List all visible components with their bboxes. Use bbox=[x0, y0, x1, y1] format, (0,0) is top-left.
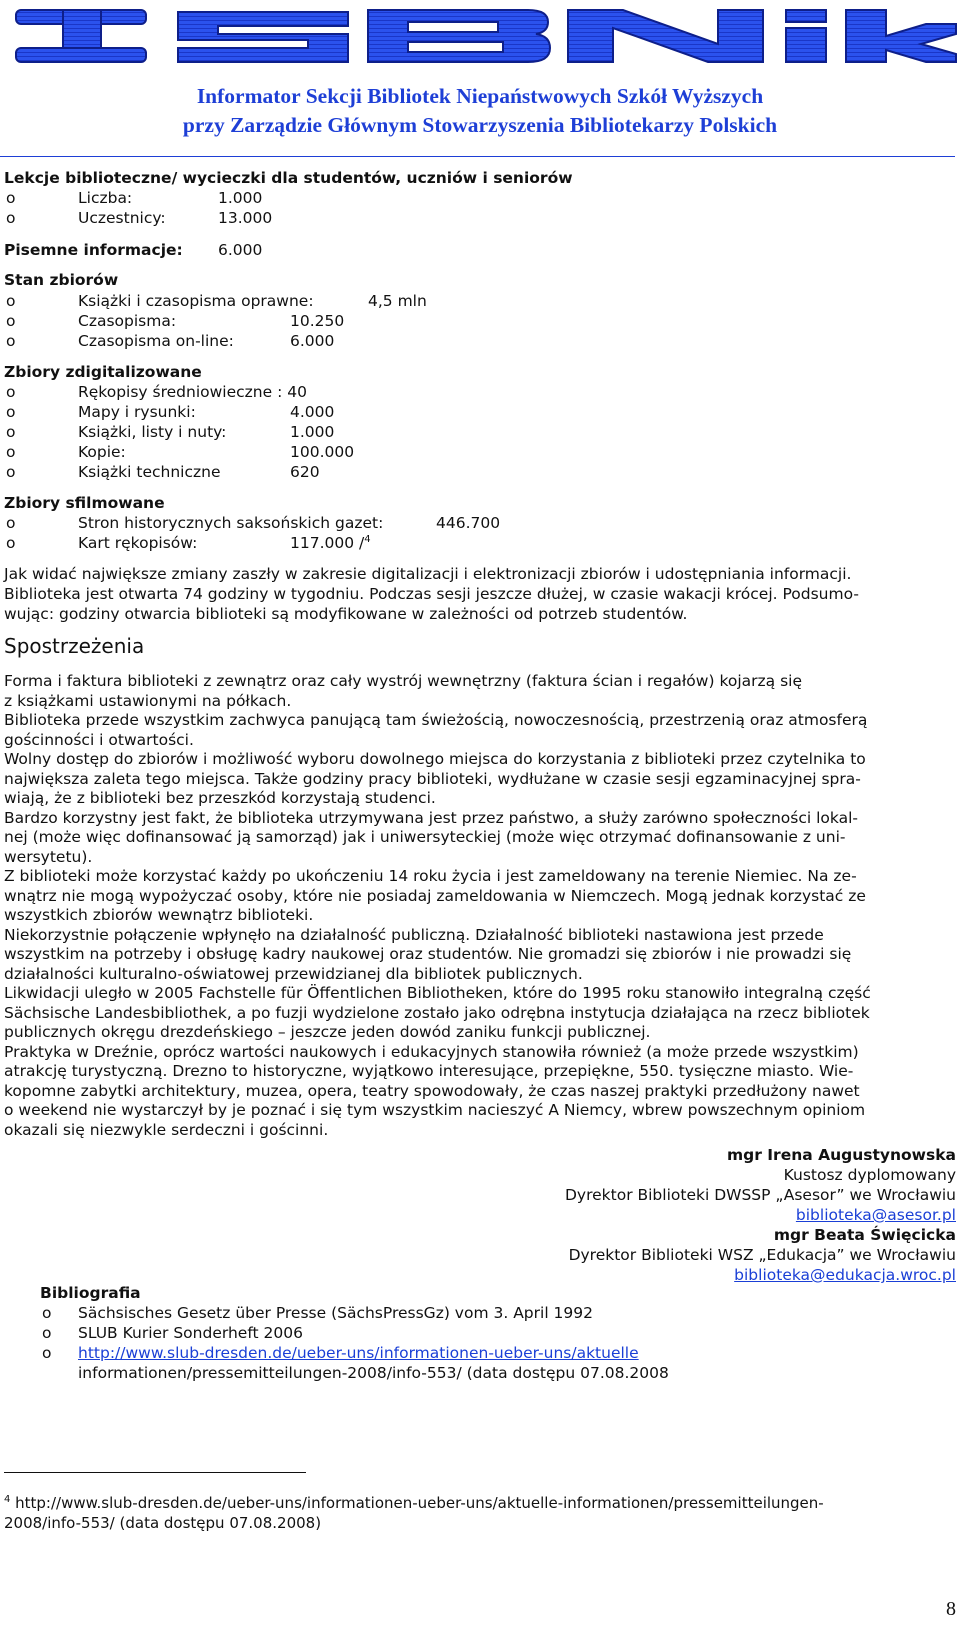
page-number: 8 bbox=[946, 1598, 956, 1620]
film-label: Kart rękopisów: bbox=[78, 534, 198, 552]
footnote-divider bbox=[4, 1472, 306, 1473]
collections-value: 4,5 mln bbox=[368, 292, 427, 310]
observation-line: Likwidacji uległo w 2005 Fachstelle für Öffentlichen Bibliotheken, które do 1995 roku stanowiło integralną część bbox=[4, 984, 871, 1002]
email-link-1[interactable]: biblioteka@asesor.pl bbox=[795, 1206, 956, 1224]
film-value bbox=[290, 533, 371, 553]
observation-line: Biblioteka przede wszystkim zachwyca panującą tam świeżością, nowoczesnością, przestrzenią oraz atmosferą bbox=[4, 711, 868, 729]
digital-value: 100.000 bbox=[290, 443, 355, 461]
footnote-mark: 4 bbox=[4, 1494, 11, 1505]
bullet: o bbox=[42, 1304, 52, 1322]
observation-line: Wolny dostęp do zbiorów i możliwość wyboru dowolnego miejsca do korzystania z biblioteki przez czytelnika to bbox=[4, 750, 866, 768]
summary-line: Biblioteka jest otwarta 74 godziny w tygodniu. Podczas sesji jeszcze dłużej, w czasie wakacji krócej. Podsumo- bbox=[4, 585, 859, 603]
signature-title-1: Kustosz dyplomowany bbox=[783, 1166, 956, 1184]
summary-line: wując: godziny otwarcia biblioteki są modyfikowane w zależności od potrzeb studentów. bbox=[4, 605, 688, 623]
collections-label: Czasopisma: bbox=[78, 312, 177, 330]
footnote-line-2: 2008/info-553/ (data dostępu 07.08.2008) bbox=[4, 1514, 322, 1532]
observation-line: wersytetu). bbox=[4, 847, 93, 866]
bullet: o bbox=[6, 463, 16, 481]
collections-label: Książki i czasopisma oprawne: bbox=[78, 292, 314, 310]
observation-line: działalności kulturalno-oświatowej przewidzianej dla bibliotek publicznych. bbox=[4, 964, 583, 983]
bullet: o bbox=[6, 332, 16, 350]
digital-label: Kopie: bbox=[78, 443, 126, 461]
observation-line: z książkami ustawionymi na półkach. bbox=[4, 691, 292, 710]
bullet: o bbox=[6, 534, 16, 552]
observation-line: gościnności i otwartości. bbox=[4, 730, 194, 749]
bullet: o bbox=[6, 514, 16, 532]
observation-line: kopomne zabytki architektury, muzea, opera, teatry spowodowały, że czas naszej praktyki przedłużony nawet bbox=[4, 1081, 860, 1100]
bibliography-item: Sächsisches Gesetz über Presse (SächsPressGz) vom 3. April 1992 bbox=[78, 1304, 593, 1322]
signature-name-1: mgr Irena Augustynowska bbox=[727, 1146, 956, 1164]
film-value-text: 117.000 / bbox=[290, 534, 365, 552]
bullet: o bbox=[6, 423, 16, 441]
observation-line: Niekorzystnie połączenie wpłynęło na działalność publiczną. Działalność biblioteki nastawiona jest przede bbox=[4, 925, 824, 944]
footnote-line-1 bbox=[4, 1493, 824, 1513]
lessons-heading: Lekcje biblioteczne/ wycieczki dla studentów, uczniów i seniorów bbox=[4, 169, 573, 187]
collections-label: Czasopisma on-line: bbox=[78, 332, 234, 350]
bullet: o bbox=[6, 403, 16, 421]
digital-heading: Zbiory zdigitalizowane bbox=[4, 363, 202, 381]
header-divider bbox=[0, 156, 955, 157]
footnote-text: http://www.slub-dresden.de/ueber-uns/informationen-ueber-uns/aktuelle-informationen/pressemitteilungen- bbox=[10, 1494, 824, 1512]
observation-line: okazali się niezwykle serdeczni i gościnni. bbox=[4, 1120, 329, 1139]
film-value: 446.700 bbox=[436, 514, 501, 532]
observation-line: wiają, że z biblioteki bez przeszkód korzystają studenci. bbox=[4, 789, 436, 807]
collections-value: 6.000 bbox=[290, 332, 335, 350]
footnote-ref: 4 bbox=[364, 533, 371, 545]
observation-line: Z biblioteki może korzystać każdy po ukończeniu 14 roku życia i jest zameldowany na terenie Niemiec. Na ze- bbox=[4, 867, 857, 885]
observation-line: atrakcję turystyczną. Drezno to historyczne, wyjątkowo interesujące, przepiękne, 550. tysięczne miasto. Wie- bbox=[4, 1062, 854, 1080]
signature-org-1: Dyrektor Biblioteki DWSSP „Asesor” we Wrocławiu bbox=[564, 1186, 956, 1204]
observation-line: Bardzo korzystny jest fakt, że biblioteka utrzymywana jest przez państwo, a służy zarówno społeczności lokal- bbox=[4, 808, 859, 827]
bullet: o bbox=[6, 383, 16, 401]
header-line-2: przy Zarządzie Głównym Stowarzyszenia Bibliotekarzy Polskich bbox=[182, 113, 778, 137]
lessons-value: 1.000 bbox=[218, 189, 263, 207]
header-line-1: Informator Sekcji Bibliotek Niepaństwowych Szkół Wyższych bbox=[196, 84, 764, 108]
lessons-label: Liczba: bbox=[78, 189, 133, 207]
signature-name-2: mgr Beata Święcicka bbox=[773, 1226, 956, 1244]
bibliography-link[interactable]: http://www.slub-dresden.de/ueber-uns/informationen-ueber-uns/aktuelle bbox=[78, 1344, 639, 1362]
written-value: 6.000 bbox=[218, 241, 263, 259]
bibliography-item: SLUB Kurier Sonderheft 2006 bbox=[78, 1324, 303, 1342]
collections-value: 10.250 bbox=[290, 312, 345, 330]
lessons-value: 13.000 bbox=[218, 209, 273, 227]
digital-value: 1.000 bbox=[290, 423, 335, 441]
observation-line: nej (może więc dofinansować ją samorząd) jak i uniwersyteckiej (może więc otrzymać dofinansowanie z uni- bbox=[4, 828, 846, 846]
film-heading: Zbiory sfilmowane bbox=[4, 494, 165, 512]
digital-label: Książki techniczne bbox=[78, 463, 221, 481]
isbnik-logo bbox=[8, 2, 958, 70]
signature-org-2: Dyrektor Biblioteki WSZ „Edukacja” we Wrocławiu bbox=[568, 1246, 956, 1264]
observation-line: publicznych okręgu drezdeńskiego – jeszcze jeden dowód zaniku funkcji publicznej. bbox=[4, 1023, 651, 1041]
observation-line: wnątrz nie mogą wypożyczać osoby, które nie posiadaj zameldowania w Niemczech. Mogą jednak korzystać ze bbox=[4, 886, 866, 905]
bullet: o bbox=[42, 1324, 52, 1342]
bullet: o bbox=[6, 209, 16, 227]
bullet: o bbox=[6, 189, 16, 207]
bullet: o bbox=[6, 312, 16, 330]
observation-line: o weekend nie wystarczył by je poznać i się tym wszystkim nacieszyć A Niemcy, wbrew powszechnym opiniom bbox=[4, 1101, 866, 1119]
observation-line: Sächsische Landesbibliothek, a po fuzji wydzielone zostało jako odrębna instytucja działająca na rzecz bibliotek bbox=[4, 1003, 870, 1022]
observation-line: Praktyka w Dreźnie, oprócz wartości naukowych i edukacyjnych stanowiła również (a może przede wszystkim) bbox=[4, 1042, 859, 1061]
summary-line: Jak widać największe zmiany zaszły w zakresie digitalizacji i elektronizacji zbiorów i udostępniania informacji. bbox=[4, 565, 852, 583]
collections-heading: Stan zbiorów bbox=[4, 271, 119, 289]
observation-line: wszystkim na potrzeby i obsługę kadry naukowej oraz studentów. Nie gromadzi się zbiorów i nie prowadzi się bbox=[4, 945, 852, 963]
observation-line: największa zaleta tego miejsca. Także godziny pracy biblioteki, wydłużane w czasie sesji egzaminacyjnej spra- bbox=[4, 769, 861, 788]
observations-heading: Spostrzeżenia bbox=[4, 634, 145, 658]
digital-label: Mapy i rysunki: bbox=[78, 403, 196, 421]
observation-line: wszystkich zbiorów wewnątrz biblioteki. bbox=[4, 906, 314, 924]
digital-label: Książki, listy i nuty: bbox=[78, 423, 227, 441]
written-label: Pisemne informacje: bbox=[4, 241, 183, 259]
film-label: Stron historycznych saksońskich gazet: bbox=[78, 514, 384, 532]
digital-label: Rękopisy średniowieczne : 40 bbox=[78, 383, 307, 401]
digital-value: 620 bbox=[290, 463, 320, 481]
lessons-label: Uczestnicy: bbox=[78, 209, 166, 227]
email-link-2[interactable]: biblioteka@edukacja.wroc.pl bbox=[734, 1266, 956, 1284]
bibliography-link-continuation: informationen/pressemitteilungen-2008/info-553/ (data dostępu 07.08.2008 bbox=[78, 1364, 669, 1382]
observation-line: Forma i faktura biblioteki z zewnątrz oraz cały wystrój wewnętrzny (faktura ścian i regałów) kojarzą się bbox=[4, 672, 803, 690]
bullet: o bbox=[6, 292, 16, 310]
digital-value: 4.000 bbox=[290, 403, 335, 421]
bibliography-heading: Bibliografia bbox=[40, 1284, 141, 1302]
bullet: o bbox=[6, 443, 16, 461]
bullet: o bbox=[42, 1344, 52, 1362]
